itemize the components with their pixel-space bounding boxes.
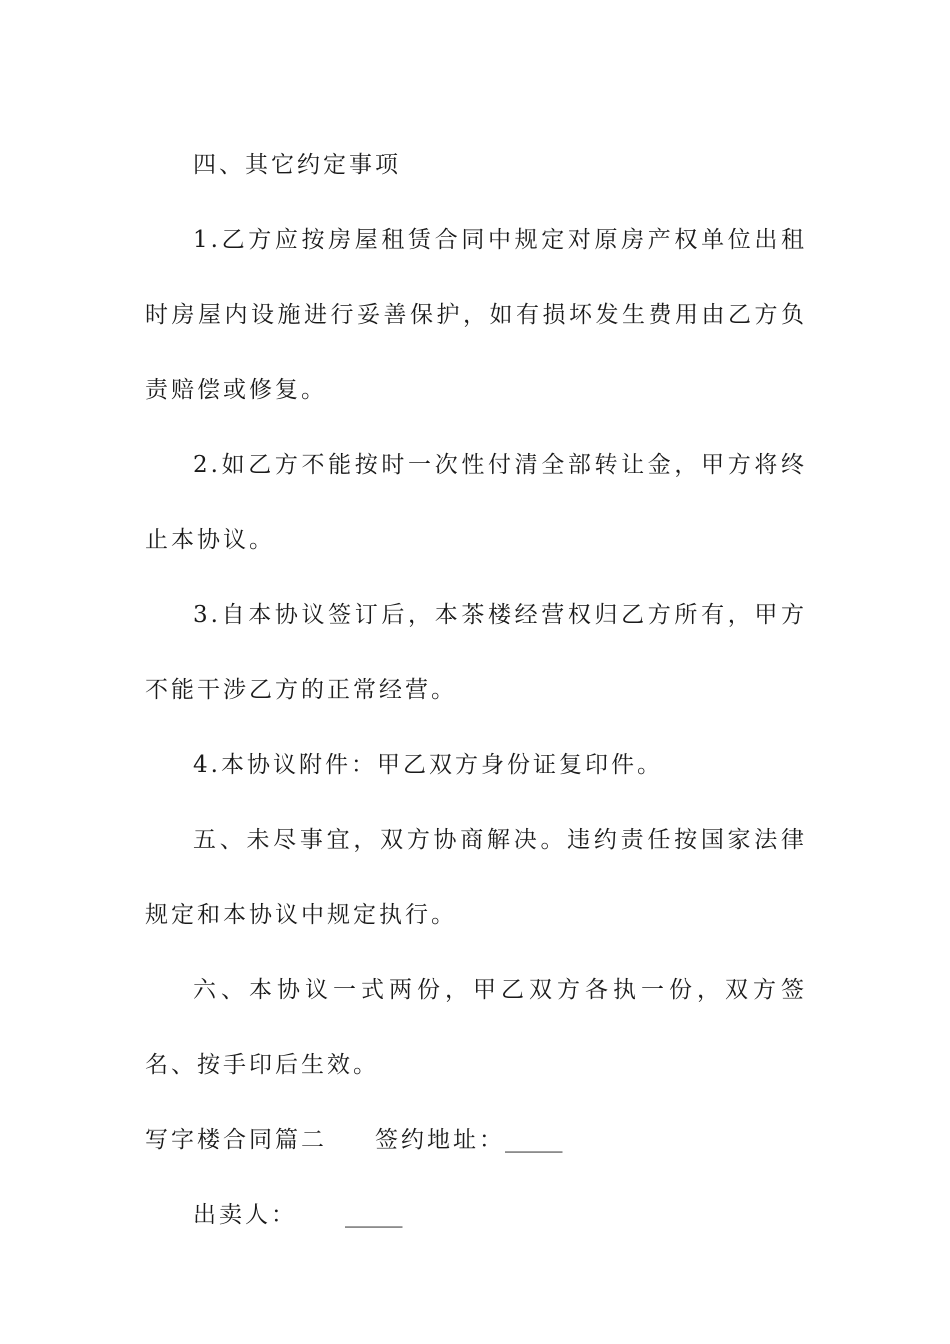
part-two-heading: 写字楼合同篇二 <box>145 1127 327 1153</box>
clause-1: 1.乙方应按房屋租赁合同中规定对原房产权单位出租时房屋内设施进行妥善保护，如有损坏发生费用由乙方负责赔偿或修复。 <box>145 227 807 403</box>
clause-3: 3.自本协议签订后，本茶楼经营权归乙方所有，甲方不能干涉乙方的正常经营。 <box>145 602 807 703</box>
part-two-heading-line <box>145 1103 807 1178</box>
signing-location-label: 签约地址： <box>375 1127 505 1153</box>
section-four-title: 四、其它约定事项 <box>193 152 401 178</box>
clause-2: 2.如乙方不能按时一次性付清全部转让金，甲方将终止本协议。 <box>145 452 807 553</box>
seller-label: 出卖人： <box>193 1202 297 1228</box>
signing-location-blank: _____ <box>505 1127 563 1153</box>
document-body <box>145 128 807 1253</box>
clause-4: 4.本协议附件：甲乙双方身份证复印件。 <box>193 752 663 778</box>
seller-line <box>145 1178 807 1253</box>
seller-blank: _____ <box>345 1202 403 1228</box>
section-five: 五、未尽事宜，双方协商解决。违约责任按国家法律规定和本协议中规定执行。 <box>145 827 807 928</box>
section-six: 六、本协议一式两份，甲乙双方各执一份，双方签名、按手印后生效。 <box>145 977 807 1078</box>
